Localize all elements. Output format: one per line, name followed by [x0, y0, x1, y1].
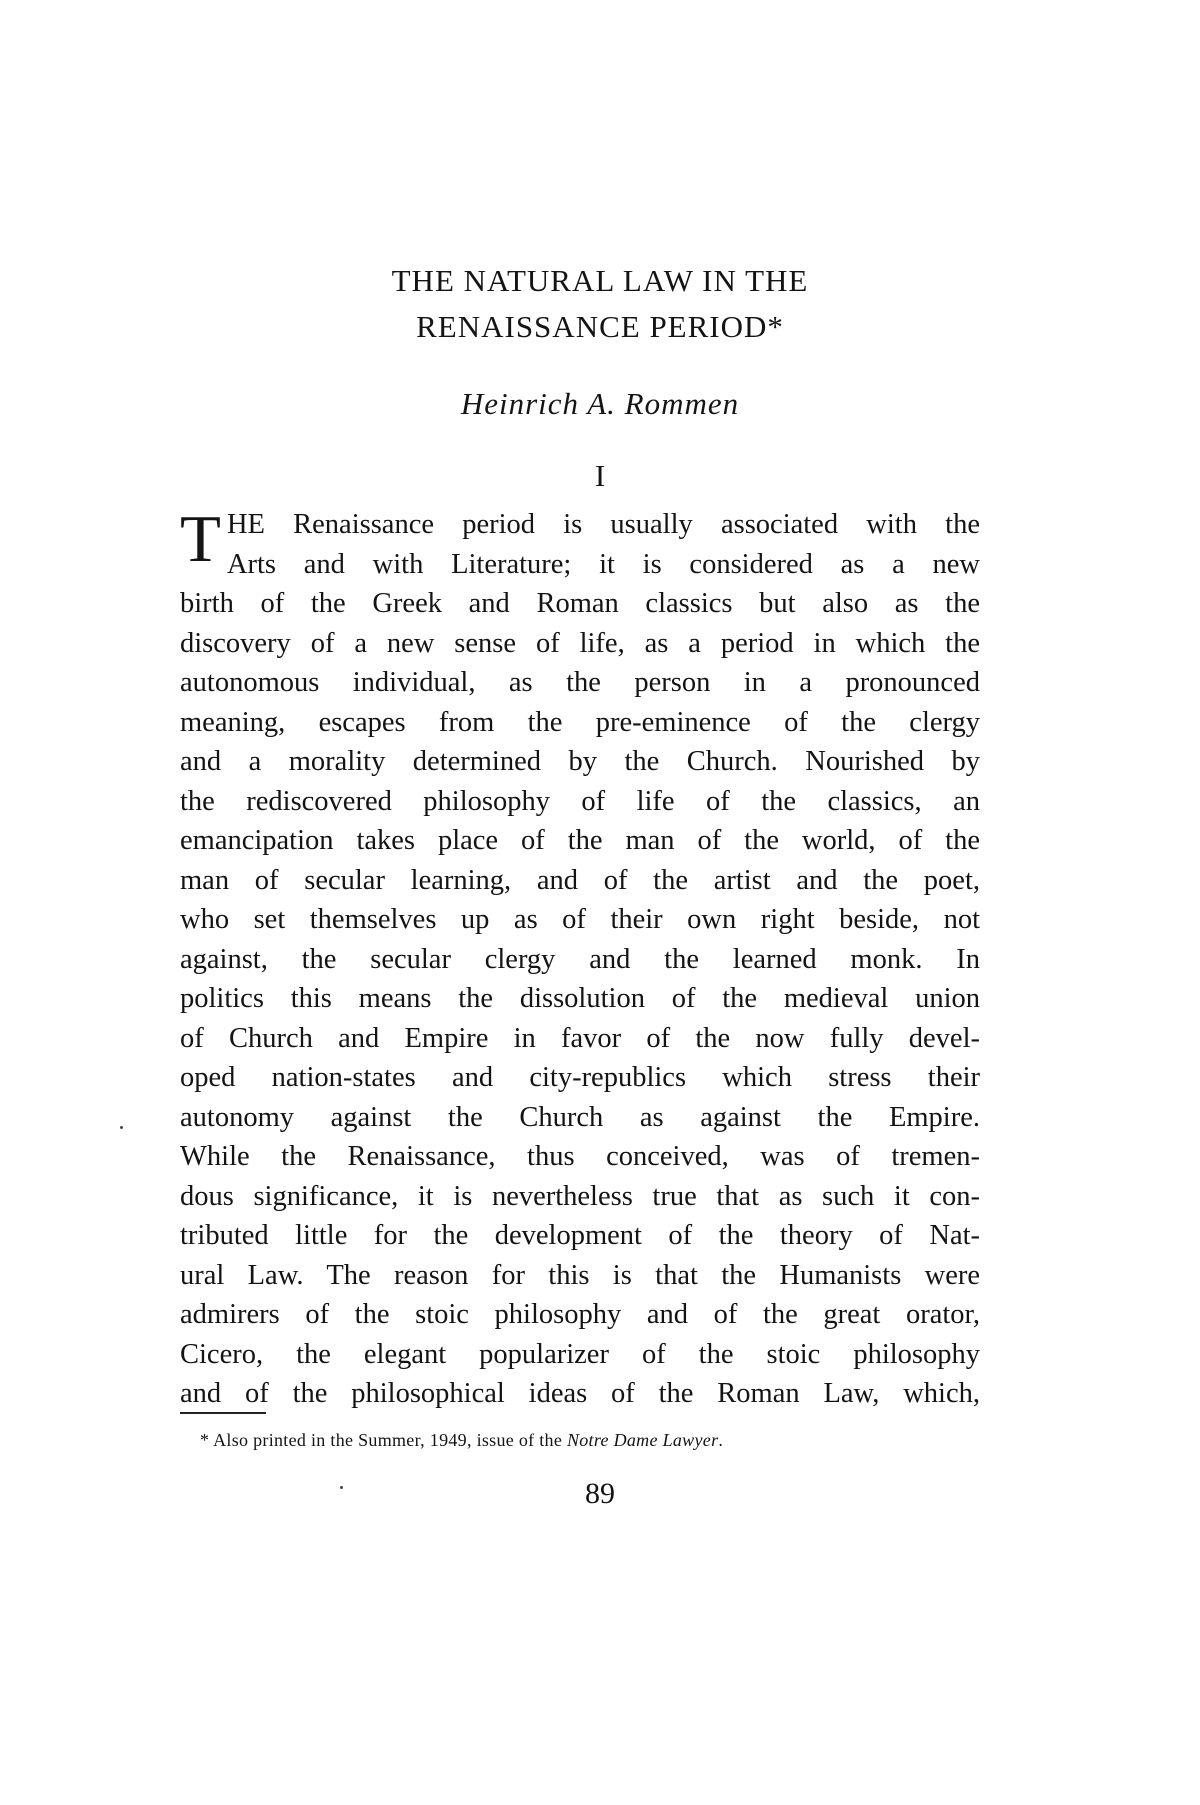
footnote-end: . — [718, 1430, 724, 1450]
body-line: admirers of the stoic philosophy and of the great orator, — [180, 1299, 980, 1330]
body-line: politics this means the dissolution of the medieval union — [180, 983, 980, 1014]
body-text — [180, 502, 980, 1414]
author-name: Heinrich A. Rommen — [460, 386, 740, 421]
body-line: against, the secular clergy and the learned monk. In — [180, 943, 980, 975]
page-number: 89 — [585, 1477, 615, 1510]
body-line: and a morality determined by the Church. Nourished by — [180, 746, 980, 777]
body-line: man of secular learning, and of the artist and the poet, — [180, 864, 980, 896]
drop-cap: T — [180, 502, 221, 576]
section-number: I — [594, 458, 606, 493]
scan-speck — [120, 1126, 123, 1129]
body-line: HE Renaissance period is usually associated with the — [226, 509, 980, 540]
title-line-2: RENAISSANCE PERIOD* — [416, 309, 784, 344]
body-line: oped nation-states and city-republics which stress their — [180, 1062, 980, 1093]
body-line: discovery of a new sense of life, as a period in which the — [180, 627, 980, 659]
body-line: of Church and Empire in favor of the now fully devel- — [180, 1022, 980, 1054]
footnote-text: * Also printed in the Summer, 1949, issue of the — [200, 1430, 567, 1450]
body-line: ural Law. The reason for this is that the Humanists were — [180, 1259, 980, 1291]
body-line: Cicero, the elegant popularizer of the stoic philosophy — [180, 1338, 980, 1370]
body-line: who set themselves up as of their own right beside, not — [180, 904, 980, 935]
body-line: tributed little for the development of the theory of Nat- — [180, 1220, 980, 1251]
title-line-1: THE NATURAL LAW IN THE — [391, 263, 809, 298]
body-line: the rediscovered philosophy of life of the classics, an — [180, 785, 980, 817]
body-line: and of the philosophical ideas of the Roman Law, which, — [180, 1378, 980, 1409]
body-line: dous significance, it is nevertheless true that as such it con- — [180, 1180, 980, 1212]
body-line: emancipation takes place of the man of the world, of the — [180, 825, 980, 856]
body-line: While the Renaissance, thus conceived, was of tremen- — [180, 1141, 980, 1172]
article-title — [180, 258, 1020, 350]
body-line: autonomous individual, as the person in a pronounced — [180, 667, 980, 698]
scan-speck — [340, 1486, 343, 1489]
body-line: meaning, escapes from the pre-eminence of the clergy — [180, 706, 980, 738]
footnote-journal: Notre Dame Lawyer — [566, 1430, 719, 1450]
footnote — [200, 1428, 980, 1452]
body-line: Arts and with Literature; it is considered as a new — [226, 548, 980, 580]
body-line: birth of the Greek and Roman classics but also as the — [180, 588, 980, 619]
body-line: autonomy against the Church as against the Empire. — [180, 1101, 980, 1133]
footnote-rule — [180, 1412, 266, 1414]
